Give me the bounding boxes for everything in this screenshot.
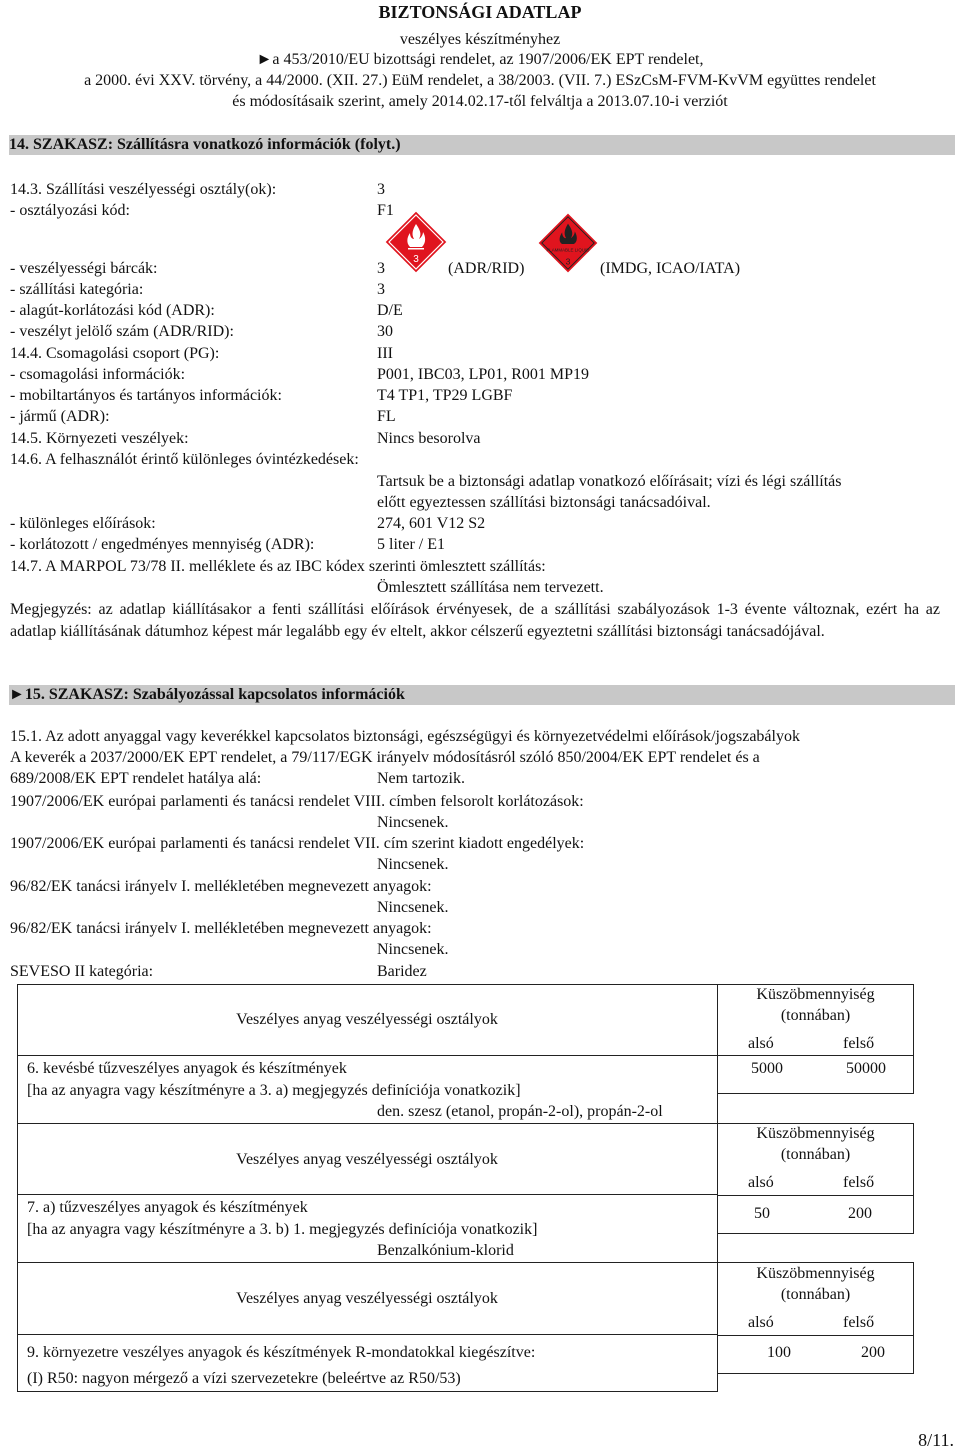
s14-r6-label: - veszélyt jelölő szám (ADR/RID): (10, 323, 234, 340)
s14-r2-label: - osztályozási kód: (10, 202, 130, 219)
section-14-title: 14. SZAKASZ: Szállításra vonatkozó információk (folyt.) (9, 136, 401, 153)
s14-r1-label: 14.3. Szállítási veszélyességi osztály(ok): (10, 181, 277, 198)
s15-p6: 96/82/EK tanácsi irányelv I. mellékletében megnevezett anyagok: (10, 920, 432, 937)
table-1-col-high: felső (843, 1035, 875, 1052)
table-3-col-low: alsó (748, 1314, 774, 1331)
table-3-head-right-2: (tonnában) (780, 1286, 851, 1303)
s14-r7-value: III (377, 345, 393, 362)
header-line-4: a 2000. évi XXV. törvény, a 44/2000. (XII. 27.) EüM rendelet, a 38/2003. (VII. 7.) ESzCsM-FVM-KvVM együttes rendelet (84, 72, 876, 89)
table-2-head-left: Veszélyes anyag veszélyességi osztályok (236, 1151, 498, 1168)
s14-r13-value: 274, 601 V12 S2 (377, 515, 486, 532)
table-3-col-high: felső (843, 1314, 875, 1331)
s14-r4-value: 3 (377, 281, 385, 298)
table-2-values-box (717, 1195, 914, 1234)
s14-r12-label: 14.6. A felhasználót érintő különleges óvintézkedések: (10, 451, 359, 468)
s15-p4: 1907/2006/EK európai parlamenti és tanácsi rendelet VII. cím szerint kiadott engedélyek: (10, 835, 585, 852)
s15-p3-value: Nincsenek. (377, 814, 449, 831)
s14-r8-value: P001, IBC03, LP01, R001 MP19 (377, 366, 590, 383)
s15-seveso-value: Baridez (377, 963, 427, 980)
table-2-row-2: [ha az anyagra vagy készítményre a 3. b) 1. megjegyzés definíciója vonatkozik] (27, 1221, 538, 1238)
table-2-col-low: alsó (748, 1174, 774, 1191)
table-2-high-value: 200 (848, 1205, 872, 1222)
s14-r10-label: - jármű (ADR): (10, 408, 110, 425)
table-3-row-1: 9. környezetre veszélyes anyagok és készítmények R-mondatokkal kiegészítve: (27, 1344, 536, 1361)
s15-p2b-value: Nem tartozik. (377, 770, 465, 787)
table-1-row-1: 6. kevésbé tűzveszélyes anyagok és készítmények (27, 1060, 347, 1077)
s14-r3-label: - veszélyességi bárcák: (10, 260, 158, 277)
s14-r13-label: - különleges előírások: (10, 515, 156, 532)
table-1-substance: den. szesz (etanol, propán-2-ol), propán-2-ol (377, 1103, 663, 1120)
document-title: BIZTONSÁGI ADATLAP (378, 2, 582, 22)
s14-r3-adr: (ADR/RID) (448, 260, 525, 277)
table-1-head-left: Veszélyes anyag veszélyességi osztályok (236, 1011, 498, 1028)
s15-p6-value: Nincsenek. (377, 941, 449, 958)
s15-seveso-label: SEVESO II kategória: (10, 963, 154, 980)
table-1-row-2: [ha az anyagra vagy készítményre a 3. a) megjegyzés definíciója vonatkozik] (27, 1082, 521, 1099)
table-3-head-left: Veszélyes anyag veszélyességi osztályok (236, 1290, 498, 1307)
section-15-heading (9, 685, 955, 705)
s15-p2b: 689/2008/EK EPT rendelet hatálya alá: (10, 770, 262, 787)
table-2-low-value: 50 (754, 1205, 770, 1222)
s15-p5-value: Nincsenek. (377, 899, 449, 916)
s14-r1-value: 3 (377, 181, 385, 198)
s14-r14-value: 5 liter / E1 (377, 536, 445, 553)
placard-number: 3 (565, 256, 571, 267)
s14-r15-label: 14.7. A MARPOL 73/78 II. melléklete és az IBC kódex szerinti ömlesztett szállítás: (10, 558, 546, 575)
s14-r7-label: 14.4. Csomagolási csoport (PG): (10, 345, 220, 362)
table-2-head-right-1: Küszöbmennyiség (756, 1125, 875, 1142)
table-3-head-right-1: Küszöbmennyiség (756, 1265, 875, 1282)
table-3-high-value: 200 (861, 1344, 885, 1361)
s14-r8-label: - csomagolási információk: (10, 366, 186, 383)
s15-p5: 96/82/EK tanácsi irányelv I. mellékletében megnevezett anyagok: (10, 878, 432, 895)
s14-r3-imdg: (IMDG, ICAO/IATA) (600, 260, 741, 277)
s14-r3-value: 3 (377, 260, 385, 277)
table-2-row-1: 7. a) tűzveszélyes anyagok és készítmények (27, 1199, 308, 1216)
table-1-high-value: 50000 (846, 1060, 886, 1077)
s14-r14-label: - korlátozott / engedményes mennyiség (ADR): (10, 536, 315, 553)
s14-r12-text-2: előtt egyeztessen szállítási biztonsági tanácsadóival. (377, 494, 711, 511)
section-14-heading (9, 135, 955, 155)
flammable-placard-adr-icon (384, 210, 448, 274)
placard-number: 3 (413, 254, 419, 265)
table-1-low-value: 5000 (751, 1060, 783, 1077)
table-1-col-low: alsó (748, 1035, 774, 1052)
table-1-head-right-2: (tonnában) (780, 1007, 851, 1024)
s14-r6-value: 30 (377, 323, 393, 340)
s14-r9-label: - mobiltartányos és tartányos információk: (10, 387, 282, 404)
table-2-head-right-2: (tonnában) (780, 1146, 851, 1163)
s14-r11-value: Nincs besorolva (377, 430, 481, 447)
s15-p3: 1907/2006/EK európai parlamenti és tanácsi rendelet VIII. címben felsorolt korlátozások: (10, 793, 584, 810)
s14-r12-text-1: Tartsuk be a biztonsági adatlap vonatkozó előírásait; vízi és légi szállítás (377, 473, 842, 490)
s14-r11-label: 14.5. Környezeti veszélyek: (10, 430, 189, 447)
s15-p4-value: Nincsenek. (377, 856, 449, 873)
header-line-3: ►a 453/2010/EU bizottsági rendelet, az 1907/2006/EK EPT rendelet, (256, 51, 704, 68)
s14-note: Megjegyzés: az adatlap kiállításakor a fenti szállítási előírások érvényesek, de a szállítási szabályozások 1-3 évente változnak, ezért ha az adatlap kiállításának dátumhoz képest már legalább egy év eltelt, akkor célszerű egyeztetni szállítási biztonsági tanácsadójával. (10, 601, 940, 640)
flammable-placard-imdg-icon (537, 212, 599, 274)
s14-r9-value: T4 TP1, TP29 LGBF (377, 387, 513, 404)
s14-r5-label: - alagút-korlátozási kód (ADR): (10, 302, 215, 319)
section-15-title: ►15. SZAKASZ: Szabályozással kapcsolatos információk (9, 686, 405, 703)
table-2-col-high: felső (843, 1174, 875, 1191)
s14-r10-value: FL (377, 408, 396, 425)
table-1-head-right-1: Küszöbmennyiség (756, 986, 875, 1003)
placard-text: FLAMMABLE LIQUID (546, 247, 590, 253)
table-2-substance: Benzalkónium-klorid (377, 1242, 514, 1259)
s14-r5-value: D/E (377, 302, 403, 319)
table-3-low-value: 100 (767, 1344, 791, 1361)
s15-p1: 15.1. Az adott anyaggal vagy keverékkel kapcsolatos biztonsági, egészségügyi és környezetvédelmi előírások/jogszabályok (10, 728, 800, 745)
header-line-2: veszélyes készítményhez (399, 31, 561, 48)
page-number: 8/11. (918, 1430, 954, 1450)
table-3-row-2: (I) R50: nagyon mérgező a vízi szervezetekre (beleértve az R50/53) (27, 1370, 461, 1387)
header-line-5: és módosításaik szerint, amely 2014.02.17-től felváltja a 2013.07.10-i verziót (232, 93, 728, 110)
s14-r4-label: - szállítási kategória: (10, 281, 144, 298)
s15-p2a: A keverék a 2037/2000/EK EPT rendelet, a 79/117/EGK irányelv módosításról szóló 850/2004/EK EPT rendelet és a (10, 749, 760, 766)
s14-r15-value: Ömlesztett szállítása nem tervezett. (377, 579, 604, 596)
s14-r2-value: F1 (377, 202, 394, 219)
